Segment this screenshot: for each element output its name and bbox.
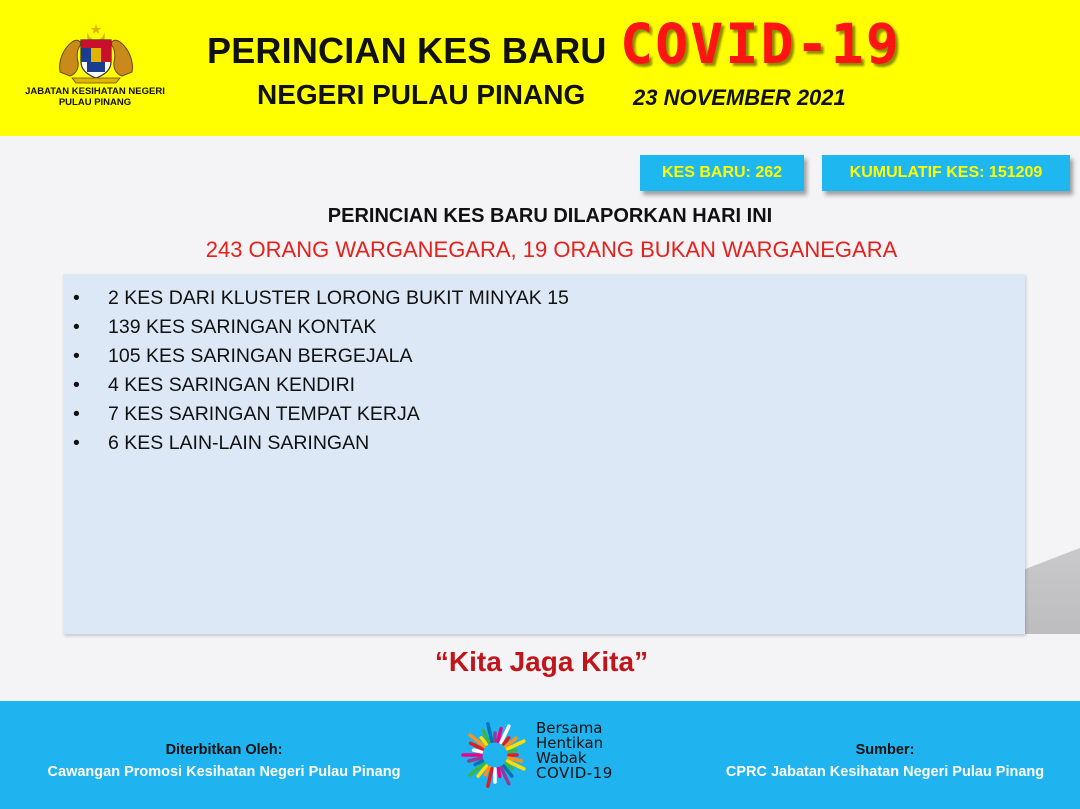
campaign-word-1: Bersama bbox=[536, 719, 603, 737]
starburst-ring-icon bbox=[459, 719, 531, 791]
cumulative-cases-badge: KUMULATIF KES: 151209 bbox=[822, 155, 1070, 191]
list-item: • 139 KES SARINGAN KONTAK bbox=[73, 313, 569, 342]
source-label: Sumber: bbox=[855, 742, 915, 758]
details-heading: PERINCIAN KES BARU DILAPORKAN HARI INI bbox=[327, 205, 773, 227]
case-list bbox=[73, 284, 569, 458]
covid-title: COVID-19 bbox=[620, 12, 901, 76]
report-date: 23 NOVEMBER 2021 bbox=[633, 85, 846, 110]
campaign-word-2: Hentikan bbox=[536, 734, 604, 752]
new-cases-badge: KES BARU: 262 bbox=[640, 155, 804, 191]
source-value: CPRC Jabatan Kesihatan Negeri Pulau Pinang bbox=[725, 764, 1045, 780]
campaign-wordmark bbox=[536, 721, 613, 781]
panel-shadow bbox=[1024, 548, 1080, 634]
state-title: NEGERI PULAU PINANG bbox=[257, 79, 586, 110]
list-item: • 2 KES DARI KLUSTER LORONG BUKIT MINYAK 15 bbox=[73, 284, 569, 313]
citizenship-breakdown: 243 ORANG WARGANEGARA, 19 ORANG BUKAN WARGANEGARA bbox=[205, 237, 898, 262]
list-item: • 105 KES SARINGAN BERGEJALA bbox=[73, 342, 569, 371]
agency-name bbox=[0, 86, 190, 108]
agency-name-line2: PULAU PINANG bbox=[58, 97, 132, 108]
list-item: • 4 KES SARINGAN KENDIRI bbox=[73, 371, 569, 400]
agency-name-line1: JABATAN KESIHATAN NEGERI bbox=[25, 86, 165, 97]
page-title: PERINCIAN KES BARU bbox=[207, 30, 607, 71]
published-by-label: Diterbitkan Oleh: bbox=[165, 742, 283, 758]
coat-of-arms-icon bbox=[54, 22, 138, 84]
footer bbox=[0, 701, 1080, 809]
header-banner bbox=[0, 0, 1080, 136]
list-item: • 6 KES LAIN-LAIN SARINGAN bbox=[73, 429, 569, 458]
campaign-word-4: COVID-19 bbox=[536, 764, 613, 782]
published-by-value: Cawangan Promosi Kesihatan Negeri Pulau Pinang bbox=[47, 764, 401, 780]
campaign-word-3: Wabak bbox=[536, 749, 587, 767]
case-details-panel bbox=[63, 274, 1025, 634]
list-item: • 7 KES SARINGAN TEMPAT KERJA bbox=[73, 400, 569, 429]
slogan: “Kita Jaga Kita” bbox=[434, 646, 649, 677]
